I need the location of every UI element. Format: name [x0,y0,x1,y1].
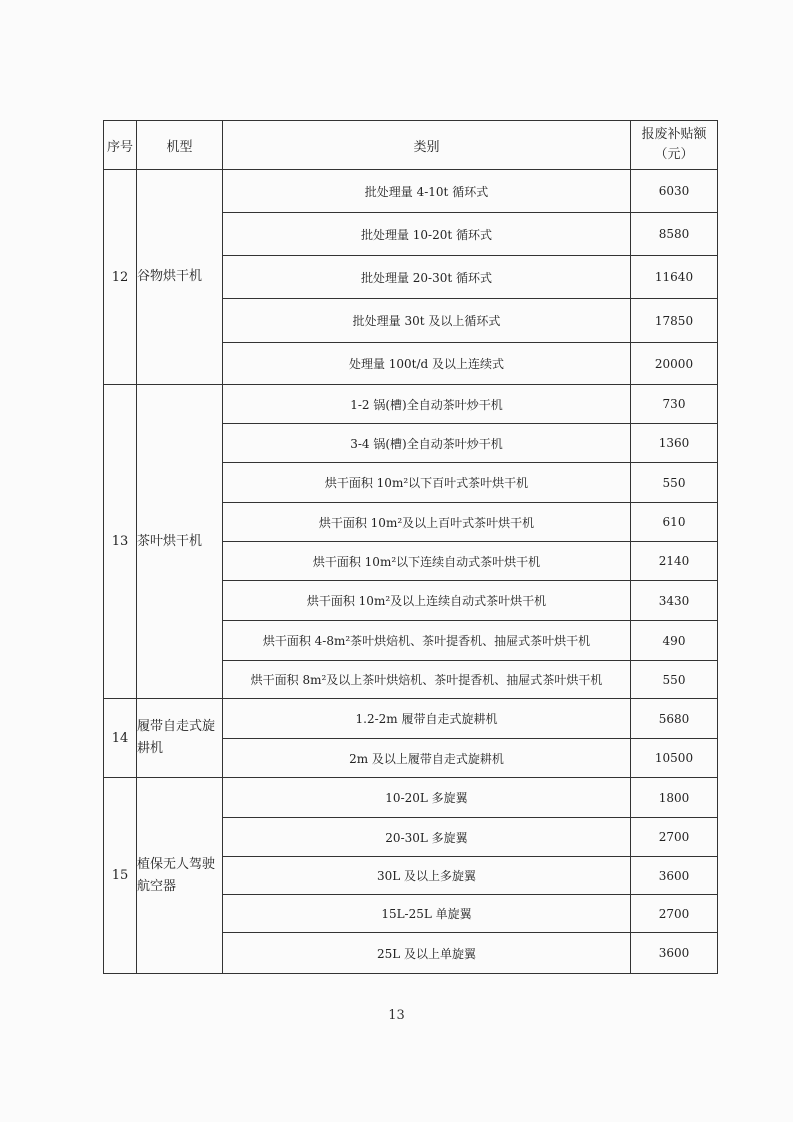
table-row [104,385,718,424]
header-amount [631,121,718,170]
category-cell: 3-4 锅(槽)全自动茶叶炒干机 [223,424,631,463]
amount-cell: 5680 [631,699,718,739]
category-cell: 烘干面积 8m²及以上茶叶烘焙机、茶叶提香机、抽屉式茶叶烘干机 [223,661,631,699]
group-index: 14 [104,699,137,778]
amount-cell: 10500 [631,739,718,778]
amount-cell: 3600 [631,933,718,974]
table-row [104,170,718,213]
amount-cell: 550 [631,463,718,503]
table-body [104,170,718,974]
amount-cell: 2700 [631,818,718,857]
subsidy-table [103,120,718,974]
category-cell: 烘干面积 4-8m²茶叶烘焙机、茶叶提香机、抽屉式茶叶烘干机 [223,621,631,661]
category-cell: 10-20L 多旋翼 [223,778,631,818]
header-amount-line2: （元） [654,147,694,162]
group-index: 13 [104,385,137,699]
category-cell: 25L 及以上单旋翼 [223,933,631,974]
category-cell: 20-30L 多旋翼 [223,818,631,857]
category-cell: 1-2 锅(槽)全自动茶叶炒干机 [223,385,631,424]
amount-cell: 2700 [631,895,718,933]
page-number: 13 [388,1008,405,1023]
category-cell: 批处理量 4-10t 循环式 [223,170,631,213]
amount-cell: 2140 [631,542,718,581]
header-model: 机型 [137,121,223,170]
amount-cell: 3600 [631,857,718,895]
amount-cell: 1360 [631,424,718,463]
amount-cell: 17850 [631,299,718,343]
group-index: 15 [104,778,137,974]
amount-cell: 490 [631,621,718,661]
table-row [104,699,718,739]
group-index: 12 [104,170,137,385]
category-cell: 烘干面积 10m²及以上百叶式茶叶烘干机 [223,503,631,542]
category-cell: 2m 及以上履带自走式旋耕机 [223,739,631,778]
amount-cell: 8580 [631,213,718,256]
category-cell: 批处理量 20-30t 循环式 [223,256,631,299]
amount-cell: 1800 [631,778,718,818]
header-amount-line1: 报废补贴额 [641,127,707,142]
group-model: 谷物烘干机 [137,170,223,385]
category-cell: 烘干面积 10m²及以上连续自动式茶叶烘干机 [223,581,631,621]
category-cell: 15L-25L 单旋翼 [223,895,631,933]
header-category: 类别 [223,121,631,170]
group-model: 履带自走式旋耕机 [137,699,223,778]
category-cell: 烘干面积 10m²以下连续自动式茶叶烘干机 [223,542,631,581]
category-cell: 处理量 100t/d 及以上连续式 [223,343,631,385]
group-model: 植保无人驾驶航空器 [137,778,223,974]
amount-cell: 3430 [631,581,718,621]
amount-cell: 20000 [631,343,718,385]
amount-cell: 11640 [631,256,718,299]
header-index: 序号 [104,121,137,170]
category-cell: 1.2-2m 履带自走式旋耕机 [223,699,631,739]
table-header-row [104,121,718,170]
category-cell: 30L 及以上多旋翼 [223,857,631,895]
group-model: 茶叶烘干机 [137,385,223,699]
amount-cell: 6030 [631,170,718,213]
amount-cell: 550 [631,661,718,699]
table-row [104,778,718,818]
category-cell: 批处理量 10-20t 循环式 [223,213,631,256]
amount-cell: 730 [631,385,718,424]
category-cell: 批处理量 30t 及以上循环式 [223,299,631,343]
category-cell: 烘干面积 10m²以下百叶式茶叶烘干机 [223,463,631,503]
amount-cell: 610 [631,503,718,542]
